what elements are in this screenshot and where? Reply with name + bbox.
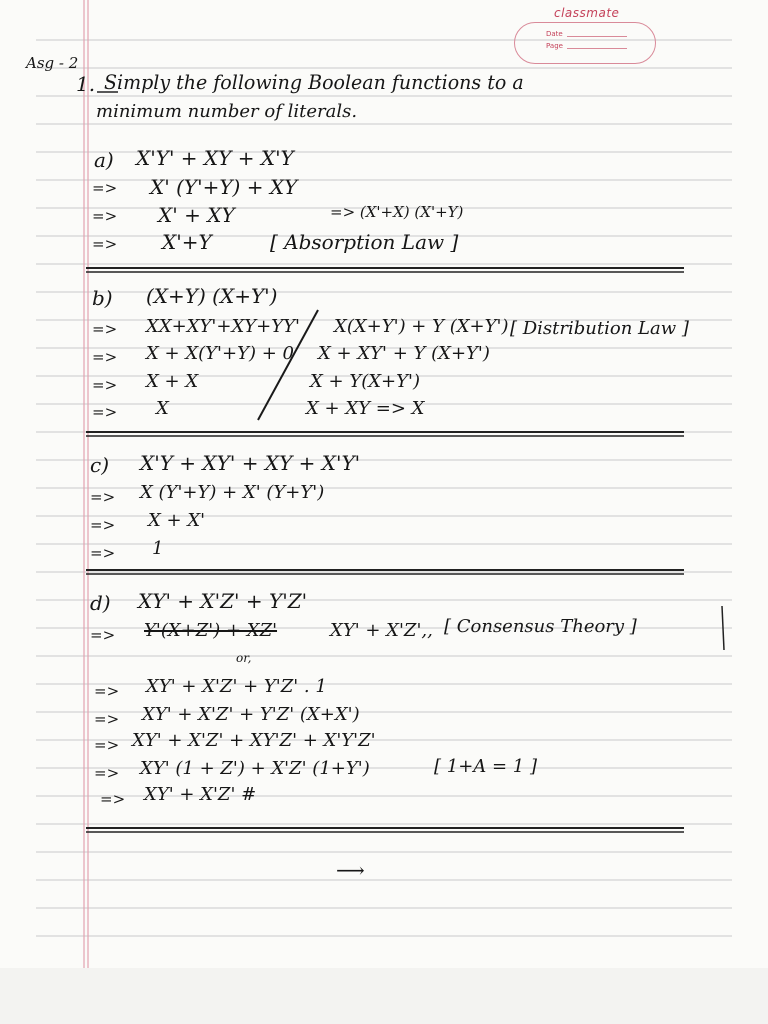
part-d-label: d) (90, 591, 111, 615)
part-c-result: 1 (152, 538, 164, 559)
arrow: => (90, 488, 116, 506)
arrow: => (92, 376, 118, 394)
part-d-consensus-law: [ Consensus Theory ] (444, 616, 637, 637)
arrow: => (92, 235, 118, 253)
part-d-step-4: XY' (1 + Z') + X'Z' (1+Y') (140, 758, 370, 779)
arrow: => (92, 320, 118, 338)
part-c-step-1: X (Y'+Y) + X' (Y+Y') (140, 482, 325, 503)
part-b-right-step-3: X + Y(X+Y') (310, 371, 420, 392)
question-line-2: minimum number of literals. (96, 101, 358, 122)
arrow: => (92, 179, 118, 197)
arrow: => (92, 403, 118, 421)
page-field: Page (546, 42, 627, 50)
part-d-consensus-result: XY' + X'Z',, (330, 620, 433, 641)
arrow: => (90, 516, 116, 534)
footer-arrow: ⟶ (336, 858, 365, 882)
arrow: => (94, 764, 120, 782)
part-d-or: or, (236, 651, 252, 665)
part-a-law: [ Absorption Law ] (270, 230, 459, 254)
part-b-right-step-2: X + XY' + Y (X+Y') (318, 343, 490, 364)
part-d-result: XY' + X'Z' # (144, 784, 257, 805)
part-b-left-step-3: X + X (146, 371, 199, 392)
part-d-law: [ 1+A = 1 ] (434, 756, 537, 777)
part-d-struck-step: Y'(X+Z') + XZ' (144, 620, 278, 641)
part-a-result: X'+Y (162, 230, 212, 254)
part-b-left-step-2: X + X(Y'+Y) + 0 (146, 343, 294, 364)
arrow: => (90, 544, 116, 562)
date-field: Date (546, 30, 627, 38)
arrow: => (94, 736, 120, 754)
arrow: => (94, 710, 120, 728)
part-b-right-step-1: X(X+Y') + Y (X+Y') (334, 316, 509, 337)
arrow: => (90, 626, 116, 644)
part-a-expression: X'Y' + XY + X'Y (136, 146, 294, 170)
question-line-1: Simply the following Boolean functions to a (104, 70, 524, 94)
part-c-expression: X'Y + XY' + XY + X'Y' (140, 451, 361, 475)
margin-label: Asg - 2 (26, 54, 79, 72)
question-number: 1. (76, 72, 96, 96)
arrow: => (94, 682, 120, 700)
part-a-step-2-alt: => (X'+X) (X'+Y) (330, 203, 464, 221)
part-b-right-step-4: X + XY => X (306, 398, 425, 419)
part-b-law: [ Distribution Law ] (510, 318, 689, 339)
part-b-left-step-1: XX+XY'+XY+YY' (146, 316, 300, 337)
part-c-step-2: X + X' (148, 510, 206, 531)
part-a-step-2: X' + XY (158, 203, 235, 227)
arrow: => (92, 207, 118, 225)
part-b-divider-stroke (258, 310, 318, 420)
part-b-label: b) (92, 286, 113, 310)
part-d-expression: XY' + X'Z' + Y'Z' (138, 589, 308, 613)
arrow: => (92, 348, 118, 366)
part-a-step-1: X' (Y'+Y) + XY (150, 175, 298, 199)
brand-name: classmate (554, 6, 620, 20)
part-c-label: c) (90, 453, 110, 477)
margin-tick (722, 606, 724, 650)
arrow: => (100, 790, 126, 808)
part-b-expression: (X+Y) (X+Y') (146, 284, 278, 308)
part-d-step-2: XY' + X'Z' + Y'Z' (X+X') (142, 704, 360, 725)
part-b-left-step-4: X (156, 398, 169, 419)
part-d-step-3: XY' + X'Z' + XY'Z' + X'Y'Z' (132, 730, 376, 751)
part-d-step-1: XY' + X'Z' + Y'Z' . 1 (146, 676, 327, 697)
part-a-label: a) (94, 148, 114, 172)
